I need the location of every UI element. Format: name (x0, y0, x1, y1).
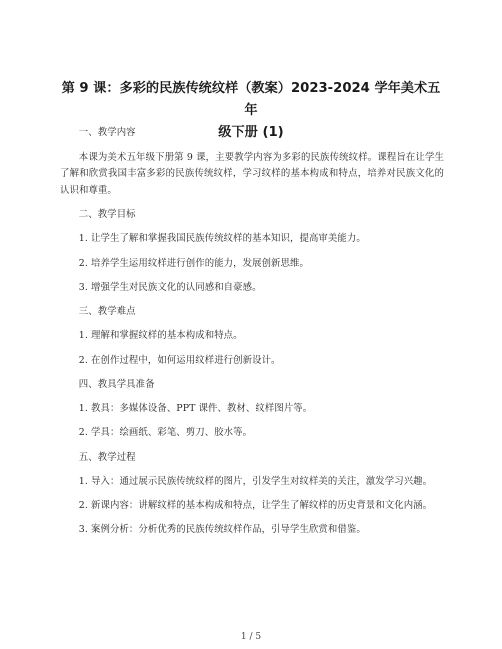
paragraph: 2. 新课内容：讲解纹样的基本构成和特点，让学生了解纹样的历史背景和文化内涵。 (78, 500, 433, 512)
paragraph: 2. 学具：绘画纸、彩笔、剪刀、胶水等。 (78, 427, 253, 439)
page-number: 1 / 5 (240, 632, 262, 642)
paragraph: 2. 在创作过程中，如何运用纹样进行创新设计。 (78, 354, 281, 366)
section-heading-content: 一、教学内容 (78, 127, 136, 138)
paragraph: 1. 理解和掌握纹样的基本构成和特点。 (78, 330, 243, 342)
section-heading-materials: 四、教具学具准备 (78, 378, 155, 390)
section-heading-process: 五、教学过程 (78, 451, 136, 463)
paragraph: 3. 案例分析：分析优秀的民族传统纹样作品，引导学生欣赏和借鉴。 (78, 524, 366, 536)
paragraph: 1. 让学生了解和掌握我国民族传统纹样的基本知识，提高审美能力。 (78, 233, 366, 245)
section-heading-goals: 二、教学目标 (78, 208, 136, 220)
paragraph: 1. 导入：通过展示民族传统纹样的图片，引发学生对纹样美的关注，激发学习兴趣。 (78, 476, 433, 488)
paragraph: 1. 教具：多媒体设备、PPT 课件、教材、纹样图片等。 (78, 403, 313, 415)
paragraph: 本课为美术五年级下册第 9 课，主要教学内容为多彩的民族传统纹样。课程旨在让学生了解和欣赏我国丰富多彩的民族传统纹样，学习纹样的基本构成和特点，培养对民族文化的认识和尊重。 (60, 151, 444, 196)
paragraph: 2. 培养学生运用纹样进行创作的能力，发展创新思维。 (78, 257, 309, 269)
title-line-1: 第 9 课：多彩的民族传统纹样（教案）2023-2024 学年美术五年 (61, 81, 441, 118)
section-heading-difficulties: 三、教学难点 (78, 305, 136, 317)
paragraph: 3. 增强学生对民族文化的认同感和自豪感。 (78, 281, 262, 293)
document-body (60, 125, 444, 546)
title-line-2: 级下册 (1) (218, 125, 284, 140)
